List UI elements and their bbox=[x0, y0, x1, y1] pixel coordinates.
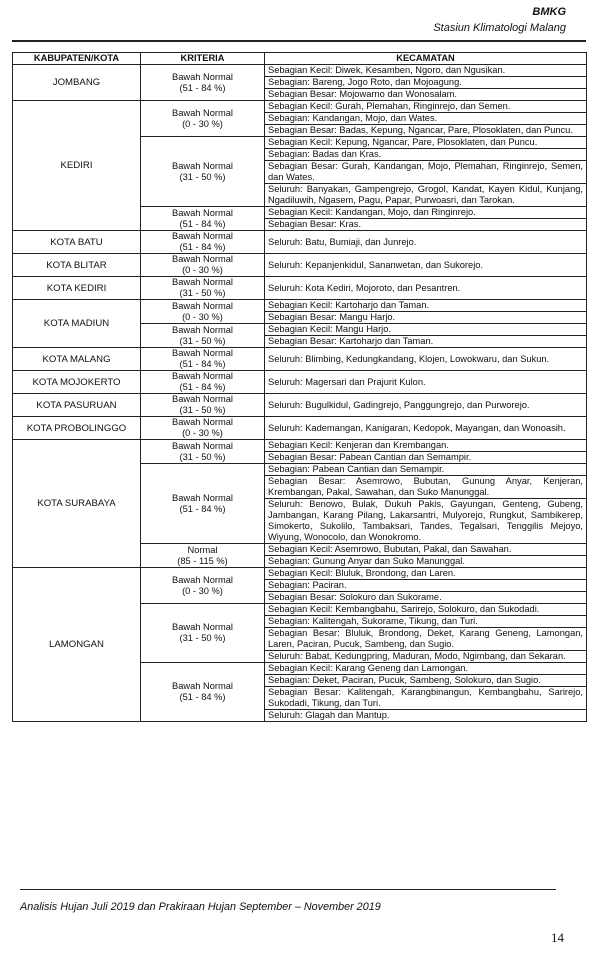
kriteria-label: Bawah Normal bbox=[172, 160, 233, 171]
kriteria-cell bbox=[141, 568, 265, 604]
kriteria-cell bbox=[141, 207, 265, 231]
kriteria-label: Bawah Normal bbox=[172, 231, 233, 241]
kabupaten-cell: KOTA MADIUN bbox=[13, 300, 141, 348]
kriteria-range: (85 - 115 %) bbox=[177, 555, 228, 566]
kriteria-label: Bawah Normal bbox=[172, 71, 233, 82]
kecamatan-cell: Sebagian Besar: Kalitengah, Karangbinangun, Kembangbahu, Sarirejo, Sukodadi, Tikung, dan Turi. bbox=[265, 687, 587, 710]
kecamatan-cell: Sebagian Kecil: Bluluk, Brondong, dan Laren. bbox=[265, 568, 587, 580]
kecamatan-cell: Seluruh: Bugulkidul, Gadingrejo, Panggungrejo, dan Purworejo. bbox=[265, 394, 587, 417]
kriteria-cell bbox=[141, 231, 265, 254]
kecamatan-cell: Seluruh: Banyakan, Gampengrejo, Grogol, Kandat, Kayen Kidul, Kunjang, Ngadiluwih, Ngasem, Pagu, Papar, Purwoasri, dan Tarokan. bbox=[265, 184, 587, 207]
kriteria-range: (31 - 50 %) bbox=[179, 405, 226, 415]
kriteria-range: (51 - 84 %) bbox=[179, 82, 226, 93]
table-row bbox=[13, 417, 587, 440]
kecamatan-cell: Seluruh: Babat, Kedungpring, Maduran, Modo, Ngimbang, dan Sekaran. bbox=[265, 651, 587, 663]
column-header-kecamatan: KECAMATAN bbox=[265, 53, 587, 65]
header-org: BMKG bbox=[532, 6, 566, 18]
kriteria-label: Bawah Normal bbox=[172, 681, 233, 691]
kecamatan-cell: Sebagian Besar: Solokuro dan Sukorame. bbox=[265, 592, 587, 604]
table-header-row bbox=[13, 53, 587, 65]
column-header-kabupaten: KABUPATEN/KOTA bbox=[13, 53, 141, 65]
table-body bbox=[13, 65, 587, 722]
kecamatan-cell: Sebagian Besar: Mangu Harjo. bbox=[265, 312, 587, 324]
kecamatan-cell: Sebagian Kecil: Gurah, Plemahan, Ringinrejo, dan Semen. bbox=[265, 101, 587, 113]
kecamatan-cell: Sebagian Kecil: Asemrowo, Bubutan, Pakal, dan Sawahan. bbox=[265, 544, 587, 556]
kriteria-range: (51 - 84 %) bbox=[179, 359, 226, 369]
header-station: Stasiun Klimatologi Malang bbox=[433, 22, 566, 34]
kriteria-cell bbox=[141, 324, 265, 348]
kriteria-range: (0 - 30 %) bbox=[182, 585, 223, 596]
kecamatan-cell: Sebagian Kecil: Kartoharjo dan Taman. bbox=[265, 300, 587, 312]
kecamatan-cell: Sebagian Besar: Mojowarno dan Wonosalam. bbox=[265, 89, 587, 101]
table-row bbox=[13, 65, 587, 77]
rainfall-criteria-table bbox=[12, 52, 587, 722]
kriteria-cell bbox=[141, 277, 265, 300]
kecamatan-cell: Sebagian Besar: Pabean Cantian dan Semampir. bbox=[265, 452, 587, 464]
kriteria-label: Bawah Normal bbox=[172, 324, 233, 335]
kriteria-range: (0 - 30 %) bbox=[182, 311, 223, 322]
kecamatan-cell: Sebagian Besar: Kartoharjo dan Taman. bbox=[265, 336, 587, 348]
kriteria-cell bbox=[141, 65, 265, 101]
kriteria-label: Bawah Normal bbox=[172, 417, 233, 427]
kabupaten-cell: KOTA BATU bbox=[13, 231, 141, 254]
kriteria-label: Bawah Normal bbox=[172, 254, 233, 264]
kriteria-label: Bawah Normal bbox=[172, 574, 233, 585]
kabupaten-cell: KOTA MALANG bbox=[13, 348, 141, 371]
kecamatan-cell: Sebagian: Paciran. bbox=[265, 580, 587, 592]
kecamatan-cell: Seluruh: Batu, Bumiaji, dan Junrejo. bbox=[265, 231, 587, 254]
kabupaten-cell: JOMBANG bbox=[13, 65, 141, 101]
kecamatan-cell: Seluruh: Kademangan, Kanigaran, Kedopok, Mayangan, dan Wonoasih. bbox=[265, 417, 587, 440]
footer-rule bbox=[20, 889, 556, 890]
kecamatan-cell: Sebagian: Kandangan, Mojo, dan Wates. bbox=[265, 113, 587, 125]
table-row bbox=[13, 440, 587, 452]
kriteria-cell bbox=[141, 101, 265, 137]
kecamatan-cell: Sebagian Kecil: Karang Geneng dan Lamongan. bbox=[265, 663, 587, 675]
kriteria-label: Bawah Normal bbox=[172, 492, 233, 503]
kriteria-cell bbox=[141, 604, 265, 663]
kriteria-label: Bawah Normal bbox=[172, 440, 233, 451]
kriteria-cell bbox=[141, 417, 265, 440]
kriteria-range: (0 - 30 %) bbox=[182, 265, 223, 275]
kecamatan-cell: Sebagian: Deket, Paciran, Pucuk, Sambeng, Solokuro, dan Sugio. bbox=[265, 675, 587, 687]
table-row bbox=[13, 277, 587, 300]
kabupaten-cell: KOTA MOJOKERTO bbox=[13, 371, 141, 394]
kriteria-range: (51 - 84 %) bbox=[179, 382, 226, 392]
kabupaten-cell: KOTA BLITAR bbox=[13, 254, 141, 277]
kriteria-range: (31 - 50 %) bbox=[179, 335, 226, 346]
table-row bbox=[13, 394, 587, 417]
kriteria-cell bbox=[141, 394, 265, 417]
kecamatan-cell: Sebagian: Bareng, Jogo Roto, dan Mojoagung. bbox=[265, 77, 587, 89]
kriteria-cell bbox=[141, 663, 265, 722]
kecamatan-cell: Sebagian Besar: Bluluk, Brondong, Deket, Karang Geneng, Lamongan, Laren, Paciran, Pucuk, Sambeng, dan Sugio. bbox=[265, 628, 587, 651]
kecamatan-cell: Sebagian: Kalitengah, Sukorame, Tikung, dan Turi. bbox=[265, 616, 587, 628]
kriteria-range: (31 - 50 %) bbox=[179, 288, 226, 298]
kecamatan-cell: Sebagian Besar: Gurah, Kandangan, Mojo, Plemahan, Ringinrejo, Semen, dan Wates. bbox=[265, 161, 587, 184]
kriteria-label: Bawah Normal bbox=[172, 622, 233, 632]
kabupaten-cell: KOTA KEDIRI bbox=[13, 277, 141, 300]
kriteria-label: Bawah Normal bbox=[172, 277, 233, 287]
kabupaten-cell: KEDIRI bbox=[13, 101, 141, 231]
kriteria-label: Bawah Normal bbox=[172, 107, 233, 118]
kecamatan-cell: Sebagian Kecil: Kandangan, Mojo, dan Ringinrejo. bbox=[265, 207, 587, 219]
kriteria-cell bbox=[141, 464, 265, 544]
kecamatan-cell: Seluruh: Kepanjenkidul, Sananwetan, dan Sukorejo. bbox=[265, 254, 587, 277]
kriteria-cell bbox=[141, 544, 265, 568]
table-row bbox=[13, 568, 587, 580]
kriteria-range: (31 - 50 %) bbox=[179, 633, 226, 643]
kriteria-range: (51 - 84 %) bbox=[179, 503, 226, 514]
table-row bbox=[13, 371, 587, 394]
kecamatan-cell: Sebagian Kecil: Mangu Harjo. bbox=[265, 324, 587, 336]
kecamatan-cell: Sebagian Kecil: Kenjeran dan Krembangan. bbox=[265, 440, 587, 452]
kriteria-range: (31 - 50 %) bbox=[179, 451, 226, 462]
kecamatan-cell: Sebagian Besar: Badas, Kepung, Ngancar, Pare, Plosoklaten, dan Puncu. bbox=[265, 125, 587, 137]
table-row bbox=[13, 231, 587, 254]
footer-caption: Analisis Hujan Juli 2019 dan Prakiraan Hujan September – November 2019 bbox=[20, 901, 381, 913]
kriteria-range: (51 - 84 %) bbox=[179, 692, 226, 702]
kriteria-cell bbox=[141, 440, 265, 464]
kriteria-cell bbox=[141, 137, 265, 207]
kecamatan-cell: Sebagian: Pabean Cantian dan Semampir. bbox=[265, 464, 587, 476]
page-number: 14 bbox=[551, 930, 564, 945]
table-row bbox=[13, 101, 587, 113]
kriteria-label: Bawah Normal bbox=[172, 371, 233, 381]
kecamatan-cell: Sebagian Besar: Kras. bbox=[265, 219, 587, 231]
kecamatan-cell: Sebagian: Gunung Anyar dan Suko Manunggal. bbox=[265, 556, 587, 568]
kabupaten-cell: KOTA SURABAYA bbox=[13, 440, 141, 568]
column-header-kriteria: KRITERIA bbox=[141, 53, 265, 65]
kriteria-cell bbox=[141, 300, 265, 324]
kriteria-cell bbox=[141, 371, 265, 394]
kriteria-range: (51 - 84 %) bbox=[179, 242, 226, 252]
kriteria-label: Bawah Normal bbox=[172, 300, 233, 311]
kecamatan-cell: Sebagian Kecil: Diwek, Kesamben, Ngoro, dan Ngusikan. bbox=[265, 65, 587, 77]
kabupaten-cell: LAMONGAN bbox=[13, 568, 141, 722]
table-row bbox=[13, 300, 587, 312]
kecamatan-cell: Seluruh: Kota Kediri, Mojoroto, dan Pesantren. bbox=[265, 277, 587, 300]
kriteria-label: Bawah Normal bbox=[172, 207, 233, 218]
kriteria-label: Normal bbox=[187, 544, 218, 555]
kriteria-range: (0 - 30 %) bbox=[182, 428, 223, 438]
kecamatan-cell: Seluruh: Benowo, Bulak, Dukuh Pakis, Gayungan, Genteng, Gubeng, Jambangan, Karang Pilang, Lakarsantri, Mulyorejo, Rungkut, Sambikerep, Simokerto, Sukolilo, Tambaksari, Tandes, Tegalsari, Tenggilis Mejoyo, Wiyung, Wonocolo, dan Wonokromo. bbox=[265, 499, 587, 544]
kecamatan-cell: Sebagian Kecil: Kembangbahu, Sarirejo, Solokuro, dan Sukodadi. bbox=[265, 604, 587, 616]
kabupaten-cell: KOTA PASURUAN bbox=[13, 394, 141, 417]
kriteria-label: Bawah Normal bbox=[172, 348, 233, 358]
table-row bbox=[13, 254, 587, 277]
kriteria-cell bbox=[141, 348, 265, 371]
table-row bbox=[13, 348, 587, 371]
kecamatan-cell: Sebagian Besar: Asemrowo, Bubutan, Gunung Anyar, Kenjeran, Krembangan, Pakal, Sawahan, dan Suko Manunggal. bbox=[265, 476, 587, 499]
kriteria-range: (51 - 84 %) bbox=[179, 218, 226, 229]
kriteria-cell bbox=[141, 254, 265, 277]
kecamatan-cell: Seluruh: Magersari dan Prajurit Kulon. bbox=[265, 371, 587, 394]
kecamatan-cell: Seluruh: Glagah dan Mantup. bbox=[265, 710, 587, 722]
kriteria-label: Bawah Normal bbox=[172, 394, 233, 404]
kriteria-range: (0 - 30 %) bbox=[182, 118, 223, 129]
header-rule bbox=[12, 40, 586, 42]
kabupaten-cell: KOTA PROBOLINGGO bbox=[13, 417, 141, 440]
kecamatan-cell: Sebagian Kecil: Kepung, Ngancar, Pare, Plosoklaten, dan Puncu. bbox=[265, 137, 587, 149]
kecamatan-cell: Seluruh: Blimbing, Kedungkandang, Klojen, Lowokwaru, dan Sukun. bbox=[265, 348, 587, 371]
kriteria-range: (31 - 50 %) bbox=[179, 171, 226, 182]
kecamatan-cell: Sebagian: Badas dan Kras. bbox=[265, 149, 587, 161]
